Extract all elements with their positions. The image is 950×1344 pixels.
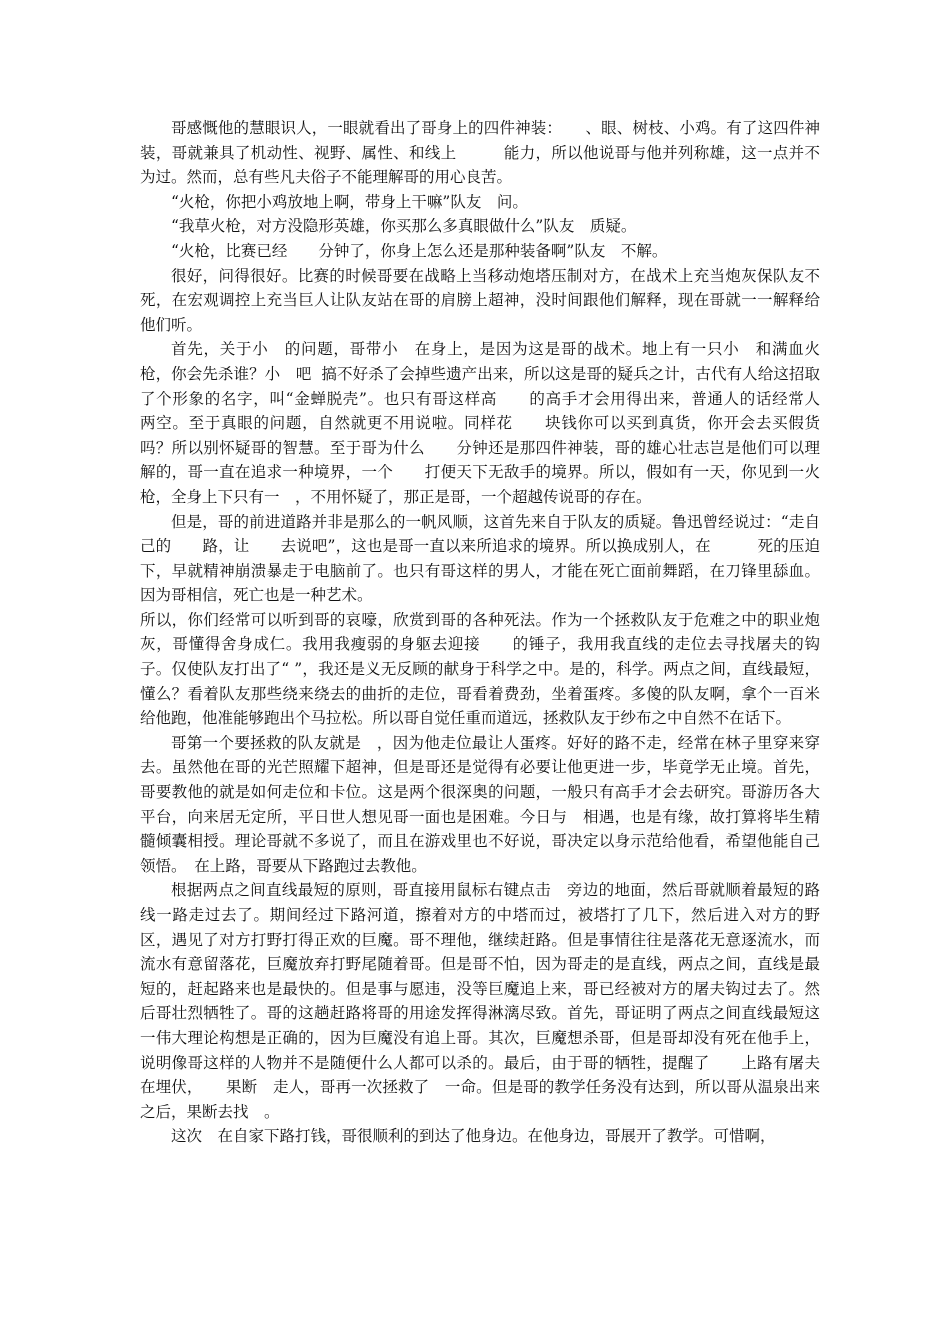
paragraph: “火枪，比赛已经 分钟了，你身上怎么还是那种装备啊”队友 不解。	[171, 241, 668, 260]
paragraph: “火枪，你把小鸡放地上啊，带身上干嘛”队友 问。	[171, 192, 528, 211]
paragraph: 首先，关于小 的问题，哥带小 在身上，是因为这是哥的战术。地上有一只小 和满血火枪，你会先杀谁？小 吧 搞不好杀了会掉些遗产出来，所以这是哥的疑兵之计，古代有人给这招取了个形象的名字，叫“金蝉脱壳”。也只有哥这样高 的高手才会用得出来，普通人的话经常人 两空。至于真眼的问题，自然就更不用说啦。同样花 块钱你可以买到真货，你开会去买假货吗？所以别怀疑哥的智慧。至于哥为什么 分钟还是那四件神装，哥的雄心壮志岂是他们可以理解的，哥一直在追求一种境界，一个 打便天下无敌手的境界。所以，假如有一天，你见到一火枪，全身上下只有一 ，不用怀疑了，那正是哥，一个超越传说哥的存在。	[140, 340, 836, 506]
paragraph: 哥感慨他的慧眼识人，一眼就看出了哥身上的四件神装： 、眼、树枝、小鸡。有了这四件神装，哥就兼具了机动性、视野、属性、和线上 能力，所以他说哥与他并列称雄，这一点并不为过。然而，总有些凡夫俗子不能理解哥的用心良苦。	[140, 119, 820, 187]
document-body	[140, 116, 836, 1149]
paragraph: 哥第一个要拯救的队友就是 ，因为他走位最让人蛋疼。好好的路不走，经常在林子里穿来穿去。虽然他在哥的光芒照耀下超神，但是哥还是觉得有必要让他更进一步，毕竟学无止境。首先，哥要教他的就是如何走位和卡位。这是两个很深奥的问题，一般只有高手才会去研究。哥游历各大平台，向来居无定所，平日世人想见哥一面也是困难。今日与 相遇，也是有缘，故打算将毕生精髓倾囊相授。理论哥就不多说了，而且在游戏里也不好说，哥决定以身示范给他看，希望他能自己领悟。 在上路，哥要从下路跑过去教他。	[140, 733, 820, 875]
paragraph: 所以，你们经常可以听到哥的哀嚎，欣赏到哥的各种死法。作为一个拯救队友于危难之中的职业炮灰，哥懂得舍身成仁。我用我瘦弱的身躯去迎接 的锤子，我用我直线的走位去寻找屠夫的钩子。仅使队友打出了“ ”，我还是义无反顾的献身于科学之中。是的，科学。两点之间，直线最短，懂么？看着队友那些绕来绕去的曲折的走位，哥看着费劲，坐着蛋疼。多傻的队友啊，拿个一百米给他跑，他准能够跑出个马拉松。所以哥自觉任重而道远，拯救队友于纱布之中自然不在话下。	[140, 610, 820, 728]
paragraph: “我草火枪，对方没隐形英雄，你买那么多真眼做什么”队友 质疑。	[171, 217, 637, 236]
paragraph: 很好，问得很好。比赛的时候哥要在战略上当移动炮塔压制对方，在战术上充当炮灰保队友不死，在宏观调控上充当巨人让队友站在哥的肩膀上超神，没时间跟他们解释，现在哥就一一解释给他们听。	[140, 266, 820, 334]
paragraph: 这次 在自家下路打钱，哥很顺利的到达了他身边。在他身边，哥展开了教学。可惜啊，	[171, 1127, 776, 1146]
paragraph: 根据两点之间直线最短的原则，哥直接用鼠标右键点击 旁边的地面，然后哥就顺着最短的路线一路走过去了。期间经过下路河道，擦着对方的中塔而过，被塔打了几下，然后进入对方的野区，遇见了对方打野打得正欢的巨魔。哥不理他，继续赶路。但是事情往往是落花无意逐流水，而流水有意留落花，巨魔放弃打野尾随着哥。但是哥不怕，因为哥走的是直线，两点之间，直线是最短的，赶起路来也是最快的。但是事与愿违，没等巨魔追上来，哥已经被对方的屠夫钩过去了。然后哥壮烈牺牲了。哥的这趟赶路将哥的用途发挥得淋漓尽致。首先，哥证明了两点之间直线最短这一伟大理论构想是正确的，因为巨魔没有追上哥。其次，巨魔想杀哥，但是哥却没有死在他手上，说明像哥这样的人物并不是随便什么人都可以杀的。最后，由于哥的牺牲，提醒了 上路有屠夫在埋伏， 果断 走人，哥再一次拯救了 一命。但是哥的教学任务没有达到，所以哥从温泉出来之后，果断去找 。	[140, 881, 820, 1121]
paragraph: 但是，哥的前进道路并非是那么的一帆风顺，这首先来自于队友的质疑。鲁迅曾经说过：“走自己的 路，让 去说吧”，这也是哥一直以来所追求的境界。所以换成别人，在 死的压迫下，早就精神崩溃暴走于电脑前了。也只有哥这样的男人，才能在死亡面前舞蹈，在刀锋里舔血。因为哥相信，死亡也是一种艺术。	[140, 512, 820, 605]
